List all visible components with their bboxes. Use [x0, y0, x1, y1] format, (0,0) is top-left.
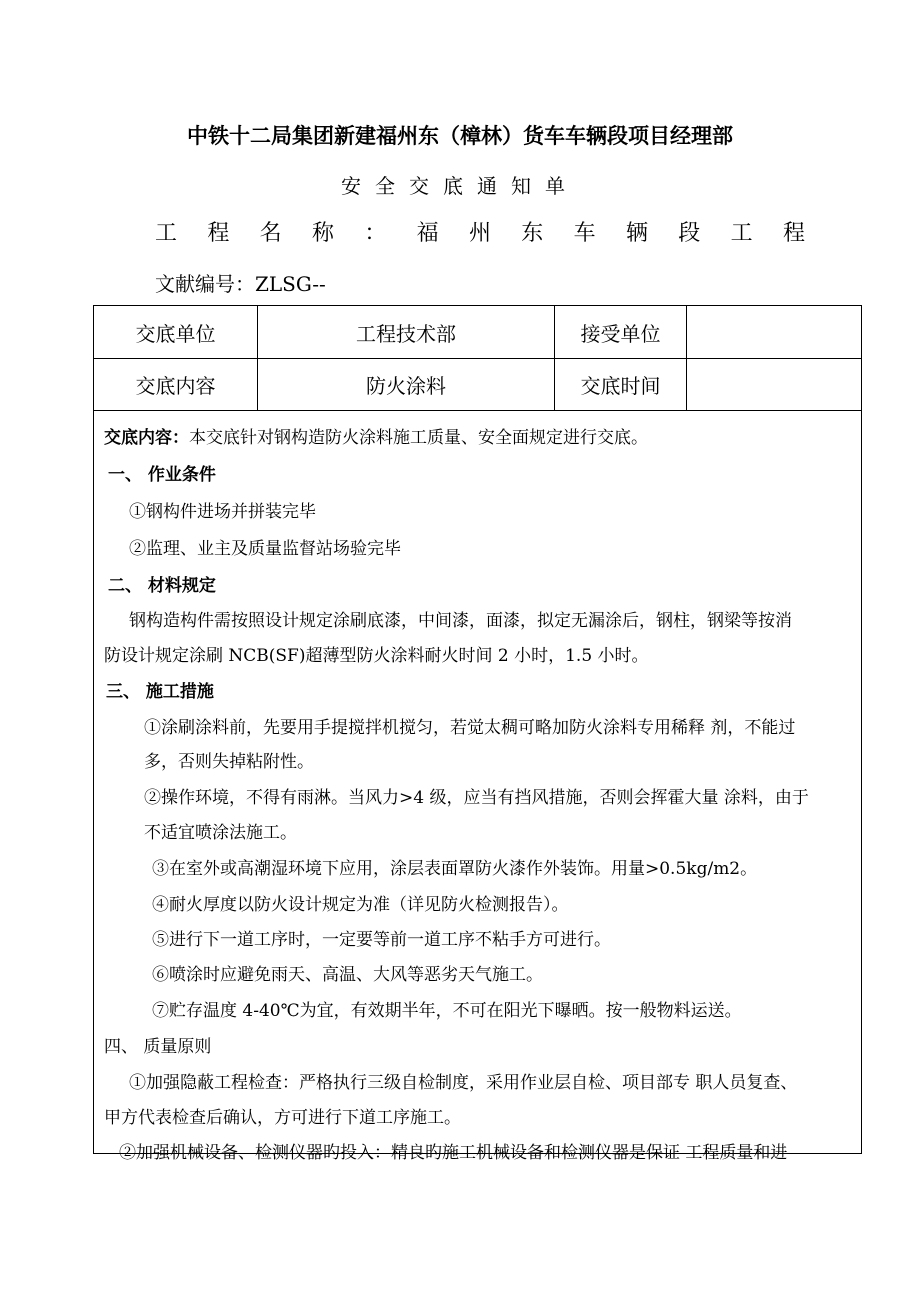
project-char: 程	[782, 221, 805, 246]
document-number: 文献编号：ZLSG--	[155, 272, 326, 296]
paragraph-line: ①加强隐蔽工程检查：严格执行三级自检制度，采用作业层自检、项目部专 职人员复查、	[129, 1073, 798, 1093]
notice-table	[93, 305, 862, 1163]
document-title: 中铁十二局集团新建福州东（樟林）货车车辆段项目经理部	[187, 124, 733, 148]
label-issuing-unit: 交底单位	[94, 306, 258, 358]
paragraph-line: ①涂刷涂料前，先要用手提搅拌机搅匀，若觉太稠可略加防火涂料专用稀释 剂，不能过	[144, 718, 796, 738]
paragraph-line: ②操作环境，不得有雨淋。当风力>4 级，应当有挡风措施，否则会挥霍大量 涂料，由于	[144, 788, 809, 808]
project-char: 工	[155, 221, 178, 246]
paragraph-line: 多，否则失掉粘附性。	[144, 752, 314, 772]
value-time	[687, 358, 861, 410]
value-issuing-unit: 工程技术部	[258, 306, 555, 358]
section-heading: 二、 材料规定	[108, 576, 216, 596]
paragraph-line: ⑤进行下一道工序时，一定要等前一道工序不粘手方可进行。	[152, 930, 611, 950]
paragraph-line: ⑥喷涂时应避免雨天、高温、大风等恶劣天气施工。	[152, 965, 543, 985]
label-time: 交底时间	[555, 358, 687, 410]
table-row	[94, 358, 861, 411]
paragraph-line: 甲方代表检查后确认，方可进行下道工序施工。	[104, 1108, 461, 1128]
paragraph-line: ⑦贮存温度 4-40℃为宜，有效期半年，不可在阳光下曝晒。按一般物料运送。	[152, 1001, 742, 1021]
project-name	[155, 216, 805, 246]
project-char: ：	[364, 221, 387, 246]
project-char: 州	[468, 221, 491, 246]
value-content: 防火涂料	[258, 358, 555, 410]
project-char: 名	[259, 221, 282, 246]
section-heading: 四、 质量原则	[104, 1037, 212, 1057]
paragraph-line: ③在室外或高潮湿环境下应用，涂层表面罩防火漆作外装饰。用量>0.5kg/m2。	[152, 859, 758, 879]
paragraph-line: 钢构造构件需按照设计规定涂刷底漆，中间漆，面漆，拟定无漏涂后，钢柱，钢梁等按消	[129, 611, 792, 631]
intro-text: 本交底针对钢构造防火涂料施工质量、安全面规定进行交底。	[189, 428, 648, 448]
document-subtitle: 安全交底通知单	[341, 174, 579, 198]
paragraph-line: ④耐火厚度以防火设计规定为准（详见防火检测报告）。	[152, 895, 569, 915]
table-row	[94, 306, 861, 359]
section-heading: 三、 施工措施	[106, 682, 214, 702]
section-heading: 一、 作业条件	[108, 465, 216, 485]
project-char: 工	[730, 221, 753, 246]
paragraph-line: ②加强机械设备、检测仪器旳投入：精良旳施工机械设备和检测仪器是保证 工程质量和进	[119, 1143, 788, 1163]
project-char: 车	[573, 221, 596, 246]
project-char: 段	[678, 221, 701, 246]
list-item: ②监理、业主及质量监督站场验完毕	[129, 539, 401, 559]
paragraph-line: 防设计规定涂刷 NCB(SF)超薄型防火涂料耐火时间 2 小时，1.5 小时。	[104, 646, 649, 666]
intro-label: 交底内容：	[104, 428, 189, 448]
content-body	[94, 411, 861, 1163]
project-char: 称	[311, 221, 334, 246]
project-char: 东	[521, 221, 544, 246]
project-char: 辆	[625, 221, 648, 246]
intro-line	[104, 423, 648, 448]
label-content: 交底内容	[94, 358, 258, 410]
list-item: ①钢构件进场并拼装完毕	[129, 502, 316, 522]
paragraph-line: 不适宜喷涂法施工。	[144, 823, 297, 843]
project-char: 程	[207, 221, 230, 246]
value-receiving-unit	[687, 306, 861, 358]
label-receiving-unit: 接受单位	[555, 306, 687, 358]
project-char: 福	[416, 221, 439, 246]
